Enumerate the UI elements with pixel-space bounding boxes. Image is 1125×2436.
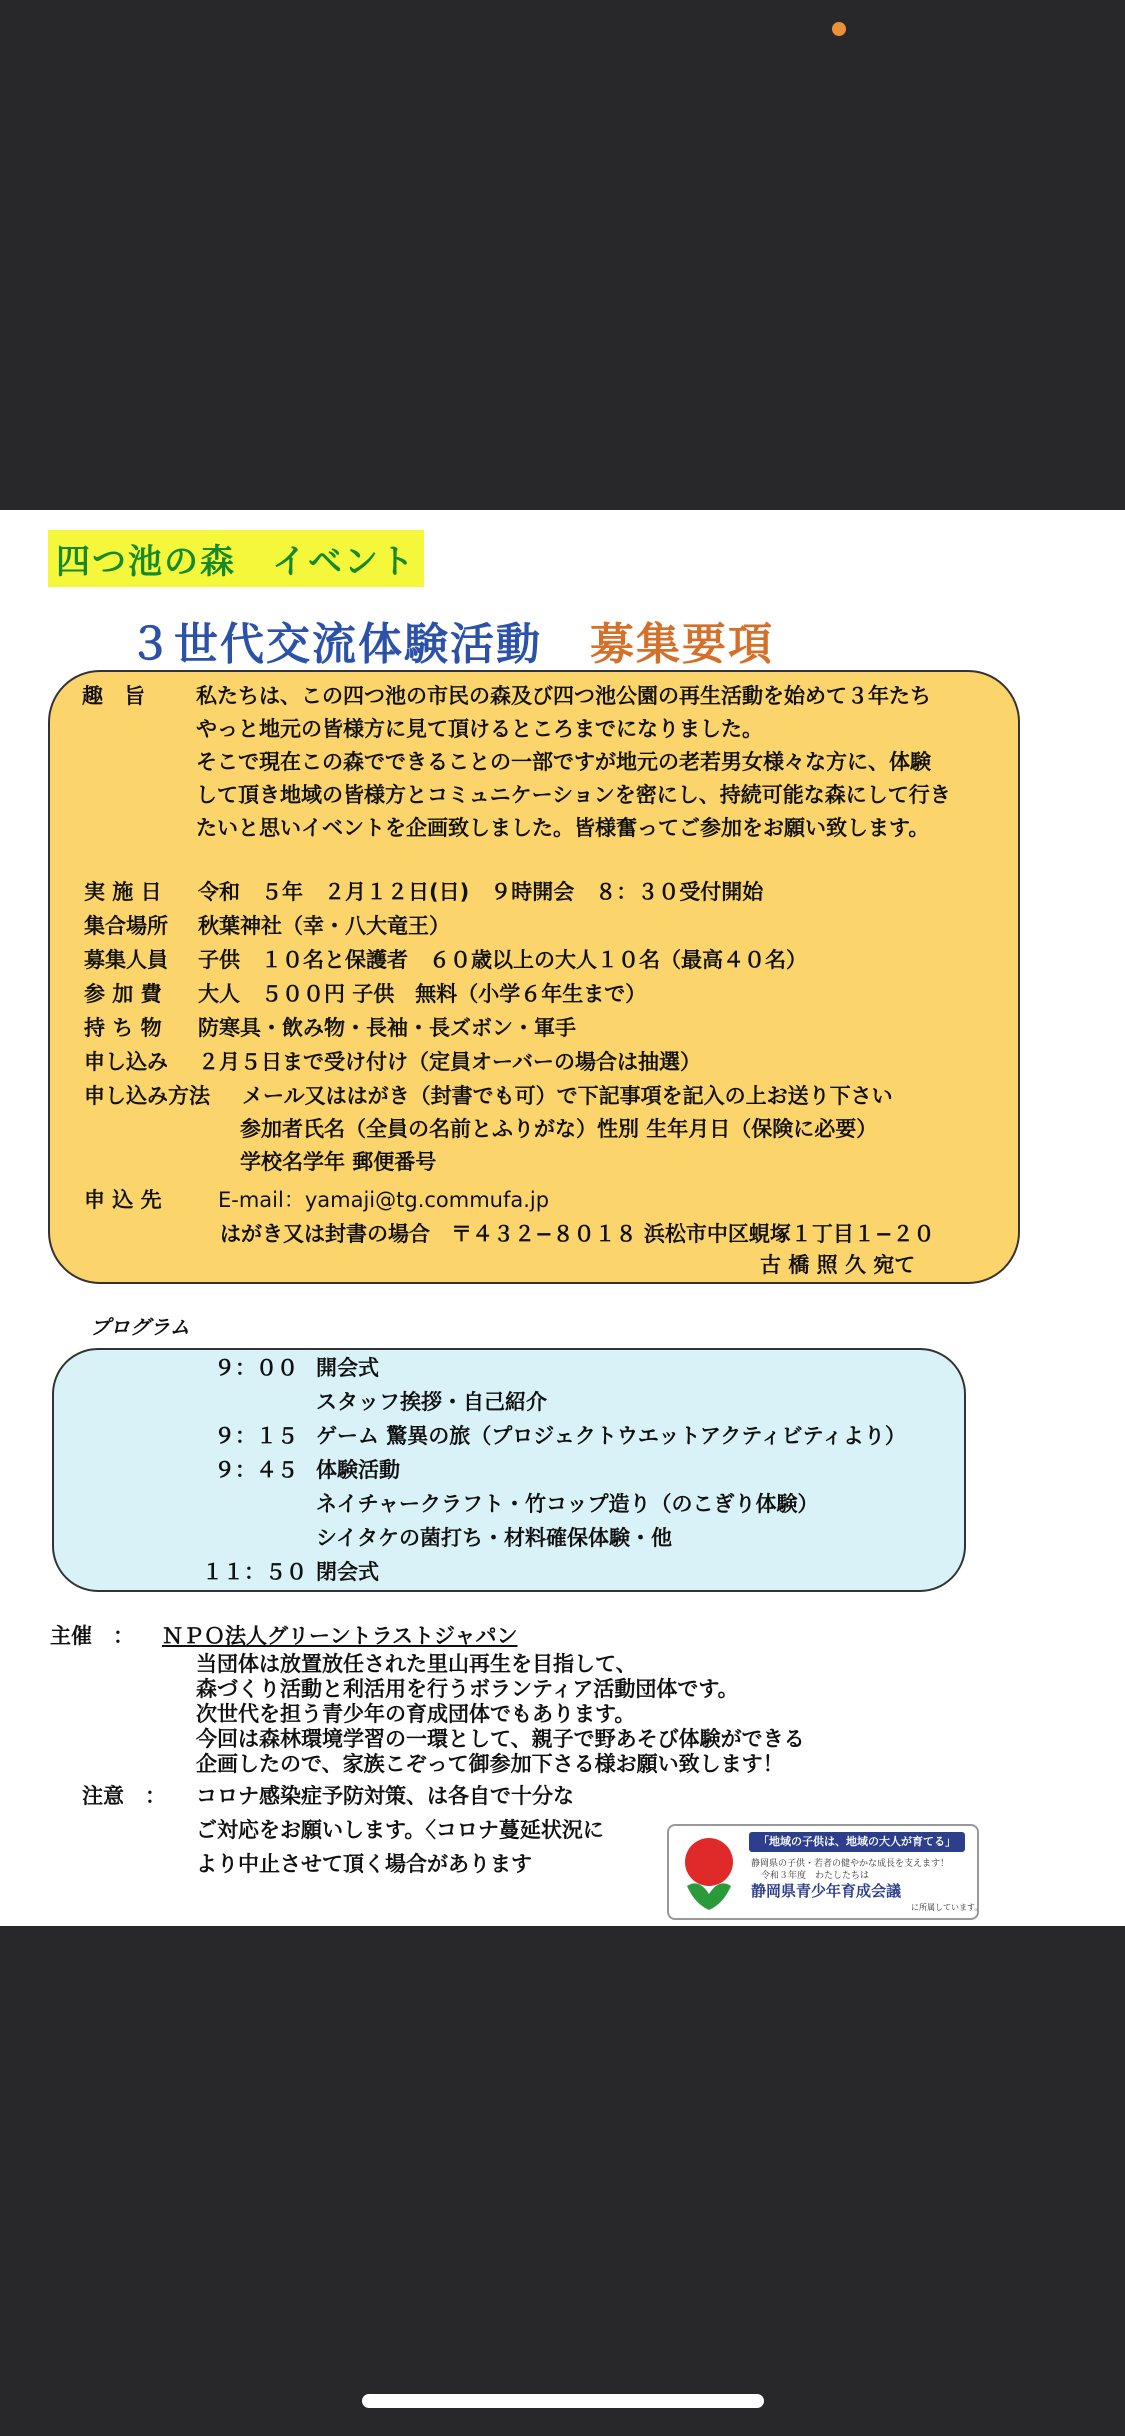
detail-label: 実 施 日	[84, 880, 162, 904]
notice-label: 注意 ：	[82, 1784, 166, 1808]
method-line: 参加者氏名（全員の名前とふりがな）性別 生年月日（保険に必要）	[240, 1117, 878, 1141]
event-tag: 四つ池の森 イベント	[48, 530, 424, 587]
organizer-line: 当団体は放置放任された里山再生を目指して、	[196, 1652, 637, 1676]
purpose-label: 趣 旨	[82, 684, 145, 708]
program-item: ゲーム 驚異の旅（プロジェクトウエットアクティビティより）	[316, 1424, 906, 1448]
purpose-line: やっと地元の皆様方に見て頂けるところまでになりました。	[196, 717, 763, 741]
event-flyer	[0, 510, 1125, 1926]
notice-line: コロナ感染症予防対策、は各自で十分な	[196, 1784, 574, 1808]
program-item: 体験活動	[316, 1458, 400, 1482]
organizer-name: ＮＰＯ法人グリーントラストジャパン	[162, 1624, 518, 1648]
contact-postal: はがき又は封書の場合 〒４３２−８０１８ 浜松市中区蜆塚１丁目１−２０	[220, 1222, 935, 1246]
detail-value: 防寒具・飲み物・長袖・長ズボン・軍手	[198, 1016, 576, 1040]
logo-subtext: に所属しています。	[911, 1903, 983, 1912]
program-item: 閉会式	[316, 1560, 379, 1584]
organizer-label: 主催 ：	[50, 1624, 134, 1648]
organizer-line: 次世代を担う青少年の育成団体でもあります。	[196, 1702, 636, 1726]
detail-label: 募集人員	[84, 948, 168, 972]
detail-value: 子供 １０名と保護者 ６０歳以上の大人１０名（最高４０名）	[198, 948, 807, 972]
program-item: シイタケの菌打ち・材料確保体験・他	[316, 1526, 672, 1550]
program-item: ネイチャークラフト・竹コップ造り（のこぎり体験）	[316, 1492, 819, 1516]
program-item: スタッフ挨拶・自己紹介	[316, 1390, 547, 1414]
detail-value: 令和 ５年 ２月１２日(日) ９時開会 ８：３０受付開始	[198, 880, 764, 904]
purpose-line: 私たちは、この四つ池の市民の森及び四つ池公園の再生活動を始めて３年たち	[196, 684, 931, 708]
detail-value: 秋葉神社（幸・八大竜王）	[198, 914, 450, 938]
contact-recipient: 古 橋 照 久 宛て	[760, 1253, 916, 1277]
method-line: メール又ははがき（封書でも可）で下記事項を記入の上お送り下さい	[242, 1084, 893, 1108]
program-time: ９：００	[214, 1356, 298, 1380]
page-title	[128, 608, 774, 672]
title-sub: 募集要項	[590, 619, 774, 670]
logo-subtext: 令和３年度 わたしたちは	[761, 1871, 870, 1881]
program-label: プログラム	[90, 1315, 190, 1339]
detail-label: 持 ち 物	[84, 1016, 162, 1040]
logo-banner: 「地域の子供は、地域の大人が育てる」	[749, 1832, 965, 1852]
detail-value: 大人 ５００円 子供 無料（小学６年生まで）	[198, 982, 647, 1006]
purpose-line: たいと思いイベントを企画致しました。皆様奮ってご参加をお願い致します。	[196, 816, 930, 840]
program-item: 開会式	[316, 1356, 379, 1380]
method-line: 学校名学年 郵便番号	[240, 1150, 437, 1174]
detail-label: 参 加 費	[84, 982, 162, 1006]
program-time: ９：１５	[214, 1424, 298, 1448]
logo-org-name: 静岡県青少年育成会議	[751, 1882, 902, 1900]
detail-label: 集合場所	[84, 914, 168, 938]
contact-email: E-mail：yamaji@tg.commufa.jp	[218, 1188, 550, 1212]
purpose-line: そこで現在この森でできることの一部ですが地元の老若男女様々な方に、体験	[196, 750, 931, 774]
program-time: １１：５０	[202, 1560, 307, 1584]
status-indicator-dot	[832, 22, 846, 36]
program-time: ９：４５	[214, 1458, 298, 1482]
home-indicator[interactable]	[362, 2394, 764, 2408]
purpose-line: して頂き地域の皆様方とコミュニケーションを密にし、持続可能な森にして行き	[196, 783, 951, 807]
notice-line: ご対応をお願いします。〈コロナ蔓延状況に	[196, 1818, 604, 1842]
program-panel	[52, 1348, 966, 1592]
organizer-line: 今回は森林環境学習の一環として、親子で野あそび体験ができる	[196, 1727, 805, 1751]
flower-icon	[679, 1834, 739, 1912]
notice-line: より中止させて頂く場合があります	[196, 1852, 532, 1876]
youth-council-logo	[667, 1824, 983, 1920]
detail-label: 申し込み	[84, 1050, 168, 1074]
title-main: ３世代交流体験活動	[128, 619, 542, 670]
organizer-line: 企画したので、家族こぞって御参加下さる様お願い致します！	[196, 1752, 784, 1776]
contact-label: 申 込 先	[84, 1188, 162, 1212]
method-label: 申し込み方法	[84, 1084, 210, 1108]
organizer-line: 森づくり活動と利活用を行うボランティア活動団体です。	[196, 1677, 739, 1701]
logo-subtext: 静岡県の子供・若者の健やかな成長を支えます！	[751, 1859, 950, 1869]
detail-value: ２月５日まで受け付け（定員オーバーの場合は抽選）	[198, 1050, 701, 1074]
